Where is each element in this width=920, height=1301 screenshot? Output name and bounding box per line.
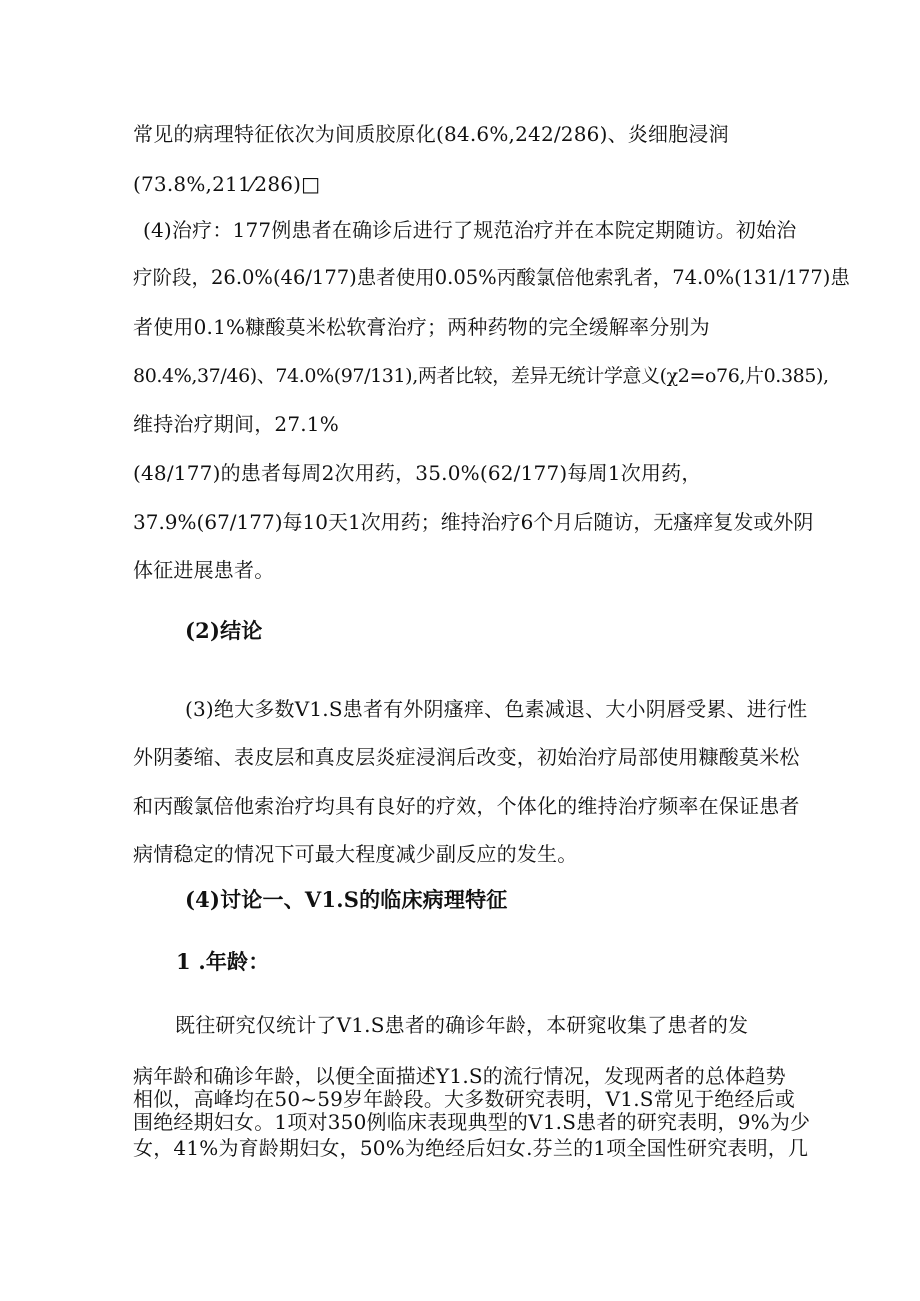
text-line: 围绝经期妇女。1项对350例临床表现典型的V1.S患者的研究表明，9%为少 [133,1110,811,1134]
text-line: 体征进展患者。 [133,558,275,582]
text-line: 外阴萎缩、表皮层和真皮层炎症浸润后改变，初始治疗局部使用糠酸莫米松 [133,745,800,769]
text-line: 80.4%,37/46)、74.0%(97/131),两者比较，差异无统计学意义(χ2=o76,片0.385), [133,365,829,387]
text-line: 疗阶段，26.0%(46/177)患者使用0.05%丙酸氯倍他索乳者，74.0%(131/177)患 [133,266,850,289]
text-line: 既往研究仅统计了V1.S患者的确诊年龄，本研窕收集了患者的发 [175,1013,749,1037]
text-line: 病年龄和确诊年龄，以便全面描述Y1.S的流行情况，发现两者的总体趋势 [133,1064,786,1088]
text-line: 病情稳定的情况下可最大程度减少副反应的发生。 [133,842,578,866]
text-line: 女，41%为育龄期妇女，50%为绝经后妇女.芬兰的1项全国性研究表明，几 [133,1136,809,1160]
text-line: (3)绝大多数V1.S患者有外阴瘙痒、色素减退、大小阴唇受累、进行性 [185,697,808,721]
text-line: (48/177)的患者每周2次用药，35.0%(62/177)每周1次用药， [133,461,702,485]
text-line: 和丙酸氯倍他索治疗均具有良好的疗效，个体化的维持治疗频率在保证患者 [133,794,800,818]
section-heading-discussion: (4)讨论一、V1.S的临床病理特征 [185,887,508,912]
text-line: (73.8%,211⁄286)□ [133,172,321,196]
text-line: 相似，高峰均在50~59岁年龄段。大多数研究表明，V1.S常见于绝经后或 [133,1087,796,1111]
text-line: 者使用0.1%糠酸莫米松软膏治疗；两种药物的完全缓解率分别为 [133,315,710,339]
text-line: (4)治疗：177例患者在确诊后进行了规范治疗并在本院定期随访。初始治 [143,218,797,242]
text-line: 维持治疗期间，27.1% [133,412,339,436]
text-line: 常见的病理特征依次为间质胶原化(84.6%,242/286)、炎细胞浸润 [133,122,729,146]
subsection-heading-age: 1 .年龄： [176,949,270,974]
text-line: 37.9%(67/177)每10天1次用药；维持治疗6个月后随访，无瘙痒复发或外阴 [133,510,814,534]
section-heading-conclusion: (2)结论 [185,618,263,643]
